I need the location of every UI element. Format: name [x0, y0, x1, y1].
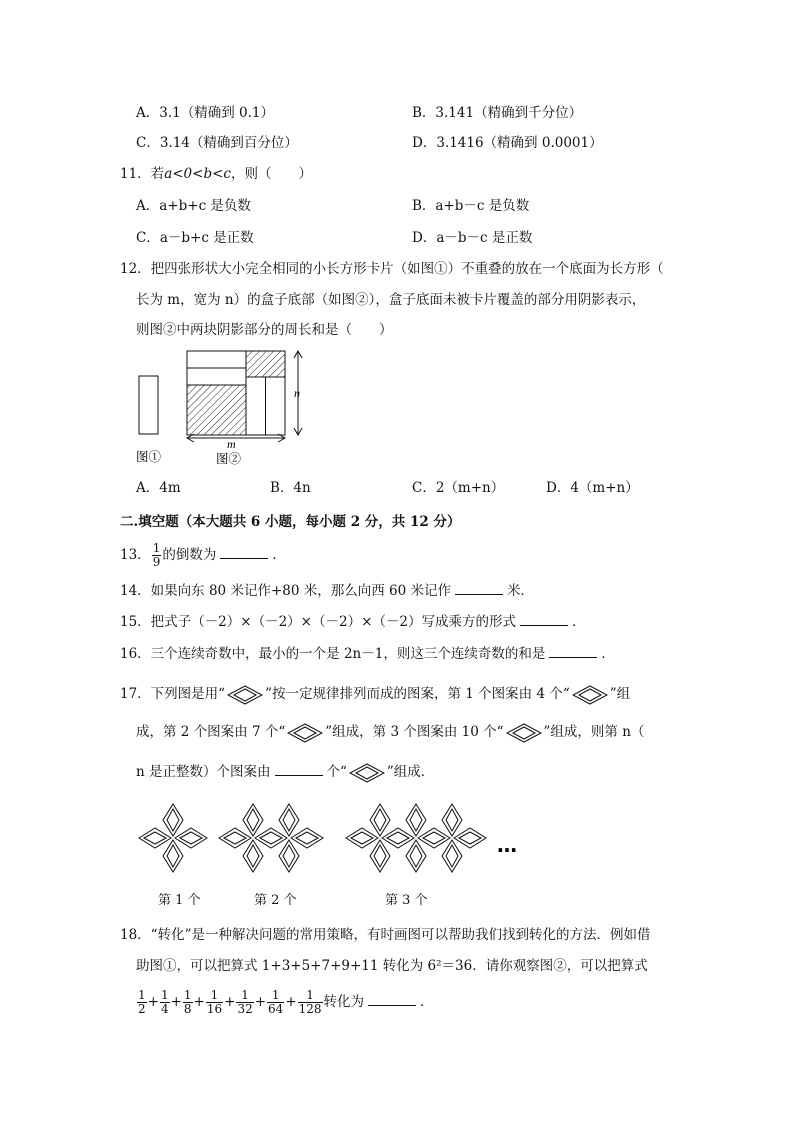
diamond-icon	[227, 685, 263, 705]
q15-text: 15．把式子（－2）×（－2）×（－2）×（－2）写成乘方的形式	[120, 614, 516, 630]
q18-suffix: 转化为	[323, 994, 365, 1010]
q17-line-3	[136, 760, 434, 784]
q14-text: 14．如果向东 80 米记作+80 米，那么向西 60 米记作	[120, 583, 451, 599]
q17-l2b: ”组成，第 3 个图案由 10 个“	[325, 724, 504, 740]
q12-option-a: A．4m	[136, 480, 181, 496]
q13-fraction-num: 1	[152, 541, 161, 555]
q17-l3a: n 是正整数）个图案由	[136, 764, 271, 780]
q11-option-c: C．a－b+c 是正数	[136, 230, 254, 246]
pattern-2	[219, 804, 323, 872]
q17-l1c: ”组	[609, 686, 631, 702]
q10-option-b: B．3.141（精确到千分位）	[412, 105, 583, 121]
q17-l3c: ”组成．	[386, 764, 435, 780]
q14-stem	[120, 582, 534, 600]
q10-option-d: D．3.1416（精确到 0.0001）	[412, 135, 603, 151]
fig1-caption: 图①	[136, 450, 162, 464]
q16-answer-blank[interactable]	[549, 645, 597, 658]
plus-sign: +	[285, 994, 297, 1010]
q18-fraction-den: 16	[206, 1002, 223, 1016]
q11-option-d: D．a－b－c 是正数	[412, 230, 533, 246]
q13-fraction	[152, 542, 162, 569]
q18-fraction	[183, 989, 193, 1016]
fig1-card	[139, 376, 158, 434]
q18-fraction-num: 1	[236, 989, 253, 1003]
plus-sign: +	[170, 994, 182, 1010]
diamond-icon	[506, 723, 542, 743]
q17-l2a: 成，第 2 个图案由 7 个“	[136, 724, 286, 740]
q18-fraction	[137, 989, 147, 1016]
q12-figure	[130, 346, 330, 470]
pattern-1	[139, 804, 207, 872]
q15-answer-blank[interactable]	[520, 613, 568, 626]
q12-line-1: 12．把四张形状大小完全相同的小长方形卡片（如图①）不重叠的放在一个底面为长方形（	[120, 261, 664, 277]
q18-fraction-num: 1	[267, 989, 284, 1003]
q17-answer-blank[interactable]	[275, 763, 323, 776]
q10-option-c: C．3.14（精确到百分位）	[136, 135, 298, 151]
fig2-shade-left	[187, 385, 246, 435]
q18-fraction-num: 1	[298, 989, 323, 1003]
q17-l3b: 个“	[326, 764, 347, 780]
q13-suffix: 的倒数为	[162, 547, 217, 563]
q14-end: 米．	[506, 583, 534, 599]
pattern-1-caption: 第 1 个	[158, 893, 201, 908]
fig2-label-m: m	[227, 437, 236, 451]
q17-line-1	[120, 682, 630, 706]
q16-end: ．	[601, 646, 615, 662]
diamond-icon	[287, 723, 323, 743]
q18-fraction-num: 1	[183, 988, 192, 1002]
diamond-icon	[572, 685, 608, 705]
q11-suffix: ，则（ ）	[230, 166, 312, 182]
q15-stem	[120, 613, 585, 631]
plus-sign: +	[254, 994, 267, 1010]
q18-fraction	[160, 989, 170, 1016]
q11-prefix: 11．若	[120, 166, 165, 182]
q15-end: ．	[571, 614, 586, 630]
q18-end: ．	[420, 994, 434, 1010]
q18-line-2: 助图①，可以把算式 1+3+5+7+9+11 转化为 6²＝36．请你观察图②，可以把算式	[136, 958, 648, 974]
q18-fraction	[236, 989, 253, 1016]
fig2-card-right-2	[266, 377, 286, 435]
q17-pattern-figure	[135, 800, 535, 880]
q13-stem	[120, 540, 286, 570]
q11-option-b: B．a+b－c 是负数	[412, 198, 530, 214]
plus-sign: +	[224, 994, 236, 1010]
q13-fraction-den: 9	[152, 555, 161, 569]
q12-option-b: B．4n	[270, 480, 311, 496]
q12-line-3: 则图②中两块阴影部分的周长和是（ ）	[136, 322, 393, 338]
q18-fraction-num: 1	[206, 989, 223, 1003]
fig2-label-n: n	[294, 386, 300, 400]
q17-l1a: 17．下列图是用“	[120, 686, 226, 702]
q16-stem	[120, 645, 615, 663]
fig2-card-right-1	[246, 377, 266, 435]
pattern-3	[346, 804, 486, 872]
q11-option-a: A．a+b+c 是负数	[136, 198, 251, 214]
fig2-card-top-1	[187, 351, 246, 368]
q18-fraction-den: 8	[183, 1002, 192, 1016]
q12-line-2: 长为 m，宽为 n）的盒子底部（如图②），盒子底面未被卡片覆盖的部分用阴影表示，	[136, 292, 646, 308]
q12-option-c: C．2（m+n）	[412, 480, 505, 496]
fig2-card-top-2	[187, 368, 246, 385]
q11-condition: a<0<b<c	[164, 166, 231, 182]
q12-option-d: D．4（m+n）	[546, 480, 639, 496]
q18-fraction-den: 4	[160, 1002, 169, 1016]
q18-answer-blank[interactable]	[368, 993, 416, 1006]
q13-answer-blank[interactable]	[220, 546, 268, 559]
pattern-3-caption: 第 3 个	[385, 893, 428, 908]
plus-sign: +	[147, 994, 159, 1010]
q17-l2c: ”组成，则第 n（	[543, 724, 645, 740]
q18-fraction-den: 2	[138, 1002, 146, 1016]
q11-stem	[120, 165, 312, 183]
section-fill-in-title: 二.填空题（本大题共 6 小题，每小题 2 分，共 12 分）	[120, 514, 461, 530]
q18-expression	[136, 985, 434, 1019]
q10-option-a: A．3.1（精确到 0.1）	[136, 105, 274, 121]
q13-prefix: 13．	[120, 547, 151, 563]
q18-fraction-den: 64	[268, 1002, 284, 1016]
pattern-continuation-dots: …	[497, 833, 517, 857]
q16-text: 16．三个连续奇数中，最小的一个是 2n－1，则这三个连续奇数的和是	[120, 646, 546, 662]
fig2-shade-right	[246, 351, 285, 377]
q17-l1b: ”按一定规律排列而成的图案，第 1 个图案由 4 个“	[265, 686, 570, 702]
q17-line-2	[136, 720, 644, 744]
q14-answer-blank[interactable]	[455, 582, 503, 595]
pattern-2-caption: 第 2 个	[254, 893, 297, 908]
diamond-icon	[349, 763, 385, 783]
q18-fraction-num: 1	[160, 988, 169, 1002]
q18-fraction-den: 128	[298, 1002, 322, 1016]
plus-sign: +	[193, 994, 205, 1010]
q13-end: ．	[272, 547, 286, 563]
q18-fraction	[267, 989, 284, 1016]
q18-fraction-num: 1	[138, 988, 146, 1002]
q18-fraction	[206, 989, 223, 1016]
fig2-caption: 图②	[216, 452, 242, 466]
q18-fraction	[298, 989, 323, 1016]
q18-fraction-den: 32	[237, 1002, 253, 1016]
q18-line-1: 18．“转化”是一种解决问题的常用策略，有时画图可以帮助我们找到转化的方法．例如借	[120, 927, 651, 943]
